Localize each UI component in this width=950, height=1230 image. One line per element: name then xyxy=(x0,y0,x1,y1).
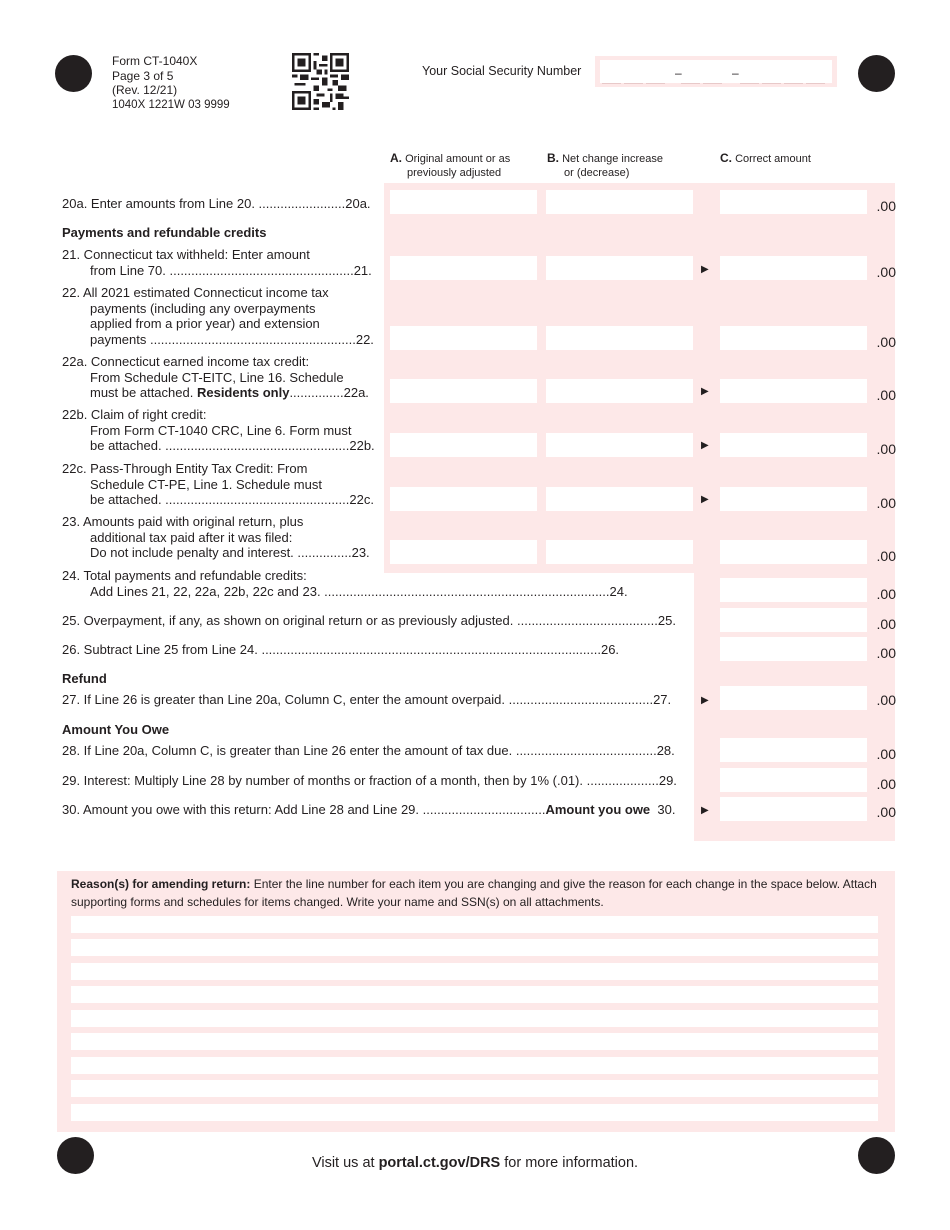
page-number: Page 3 of 5 xyxy=(112,68,174,83)
line-22b-cents: .00 xyxy=(876,441,896,457)
line-22a-col-a[interactable] xyxy=(390,379,537,403)
line-22a-col-c[interactable] xyxy=(720,379,867,403)
line-22-col-b[interactable] xyxy=(546,326,693,350)
line-23-label: 23. Amounts paid with original return, plus additional tax paid after it was filed: Do not include penalty and interest. ...............23. xyxy=(62,514,370,560)
line-22a-col-b[interactable] xyxy=(546,379,693,403)
form-name: Form CT-1040X xyxy=(112,54,198,68)
reason-line[interactable] xyxy=(71,1033,878,1050)
form-header xyxy=(112,54,230,112)
line-23-cents: .00 xyxy=(876,548,896,564)
line-26-label: 26. Subtract Line 25 from Line 24. ..............................................................................................26. xyxy=(62,642,620,657)
line-24-label: 24. Total payments and refundable credits: Add Lines 21, 22, 22a, 22b, 22c and 23. ...............................................................................24. xyxy=(62,568,628,599)
form-code: 1040X 1221W 03 9999 xyxy=(112,98,230,111)
line-22c-cents: .00 xyxy=(876,495,896,511)
reason-section xyxy=(57,871,895,1132)
line-21-col-c[interactable] xyxy=(720,256,867,280)
section-amount-you-owe: Amount You Owe xyxy=(62,722,170,737)
registration-mark-top-right xyxy=(858,55,895,92)
line-22b-label: 22b. Claim of right credit: From Form CT-1040 CRC, Line 6. Form must be attached. ...................................................22b. xyxy=(62,407,375,453)
ssn-label: Your Social Security Number xyxy=(422,64,582,78)
revision: (Rev. 12/21) xyxy=(112,83,178,97)
section-refund: Refund xyxy=(62,671,107,686)
line-28-label: 28. If Line 20a, Column C, is greater than Line 26 enter the amount of tax due. .......................................28. xyxy=(62,743,675,758)
line-30-cents: .00 xyxy=(876,804,896,820)
line-29-col-c[interactable] xyxy=(720,768,867,792)
line-22a-label: 22a. Connecticut earned income tax credit: From Schedule CT-EITC, Line 16. Schedule must be attached. Residents only...............22a. xyxy=(62,354,369,400)
registration-mark-top-left xyxy=(55,55,92,92)
line-20a-label: 20a. Enter amounts from Line 20. ........................20a. xyxy=(62,196,371,211)
line-25-col-c[interactable] xyxy=(720,608,867,632)
line-24-cents: .00 xyxy=(876,586,896,602)
line-28-cents: .00 xyxy=(876,746,896,762)
line-22a-arrow-icon: ▶ xyxy=(701,386,709,397)
line-20a-cents: .00 xyxy=(876,198,896,214)
section-payments: Payments and refundable credits xyxy=(62,225,267,240)
line-27-label: 27. If Line 26 is greater than Line 20a, Column C, enter the amount overpaid. ........................................27. xyxy=(62,692,672,707)
line-21-arrow-icon: ▶ xyxy=(701,264,709,275)
line-25-label: 25. Overpayment, if any, as shown on original return or as previously adjusted. .......................................25. xyxy=(62,613,676,628)
ssn-separator-2: – xyxy=(732,66,739,80)
line-29-label: 29. Interest: Multiply Line 28 by number of months or fraction of a month, then by 1% (.01). ....................29. xyxy=(62,773,677,788)
line-22c-col-a[interactable] xyxy=(390,487,537,511)
line-24-col-c[interactable] xyxy=(720,578,867,602)
line-22b-col-b[interactable] xyxy=(546,433,693,457)
line-23-col-b[interactable] xyxy=(546,540,693,564)
line-20a-col-b[interactable] xyxy=(546,190,693,214)
line-23-col-c[interactable] xyxy=(720,540,867,564)
line-22c-label: 22c. Pass-Through Entity Tax Credit: From Schedule CT-PE, Line 1. Schedule must be attached. ...................................................22c. xyxy=(62,461,374,507)
line-27-arrow-icon: ▶ xyxy=(701,695,709,706)
line-22-label: 22. All 2021 estimated Connecticut income tax payments (including any overpayments applied from a prior year) and extension payments .........................................................22. xyxy=(62,285,374,347)
line-22c-col-c[interactable] xyxy=(720,487,867,511)
ssn-separator-1: – xyxy=(675,66,682,80)
line-22b-arrow-icon: ▶ xyxy=(701,440,709,451)
line-30-col-c[interactable] xyxy=(720,797,867,821)
line-25-cents: .00 xyxy=(876,616,896,632)
line-27-cents: .00 xyxy=(876,692,896,708)
line-22c-col-b[interactable] xyxy=(546,487,693,511)
line-22-col-c[interactable] xyxy=(720,326,867,350)
columns-ab-background xyxy=(384,183,694,573)
line-21-col-a[interactable] xyxy=(390,256,537,280)
reason-line[interactable] xyxy=(71,986,878,1003)
line-20a-col-c[interactable] xyxy=(720,190,867,214)
line-22-col-a[interactable] xyxy=(390,326,537,350)
line-23-col-a[interactable] xyxy=(390,540,537,564)
line-22-cents: .00 xyxy=(876,334,896,350)
line-28-col-c[interactable] xyxy=(720,738,867,762)
line-26-cents: .00 xyxy=(876,645,896,661)
line-30-label: 30. Amount you owe with this return: Add Line 28 and Line 29. ..................................Amount you owe 30. xyxy=(62,802,676,817)
reason-instructions: Reason(s) for amending return: Enter the line number for each item you are changing and give the reason for each change in the space below. Attach supporting forms and schedules for items changed. Write your name and SSN(s) on all attachments. xyxy=(71,877,877,909)
line-27-col-c[interactable] xyxy=(720,686,867,710)
reason-line[interactable] xyxy=(71,1057,878,1074)
footer-link[interactable]: portal.ct.gov/DRS xyxy=(378,1155,501,1171)
reason-line[interactable] xyxy=(71,963,878,980)
line-21-cents: .00 xyxy=(876,264,896,280)
footer: Visit us at portal.ct.gov/DRS for more information. xyxy=(311,1155,639,1171)
qr-code xyxy=(292,53,349,110)
line-22b-col-a[interactable] xyxy=(390,433,537,457)
column-b-header: B. Net change increase or (decrease) xyxy=(547,151,663,179)
line-29-cents: .00 xyxy=(876,776,896,792)
column-c-header: C. Correct amount xyxy=(720,151,811,165)
line-22a-cents: .00 xyxy=(876,387,896,403)
reason-line[interactable] xyxy=(71,1010,878,1027)
line-30-arrow-icon: ▶ xyxy=(701,805,709,816)
reason-line[interactable] xyxy=(71,939,878,956)
reason-line[interactable] xyxy=(71,1104,878,1121)
line-20a-col-a[interactable] xyxy=(390,190,537,214)
line-22c-arrow-icon: ▶ xyxy=(701,494,709,505)
reason-line[interactable] xyxy=(71,916,878,933)
line-26-col-c[interactable] xyxy=(720,637,867,661)
line-21-label: 21. Connecticut tax withheld: Enter amount from Line 70. ...................................................21. xyxy=(62,247,372,278)
line-22b-col-c[interactable] xyxy=(720,433,867,457)
line-21-col-b[interactable] xyxy=(546,256,693,280)
ssn-field[interactable] xyxy=(595,56,837,87)
column-a-header: A. Original amount or as previously adjusted xyxy=(390,151,511,179)
reason-line[interactable] xyxy=(71,1080,878,1097)
